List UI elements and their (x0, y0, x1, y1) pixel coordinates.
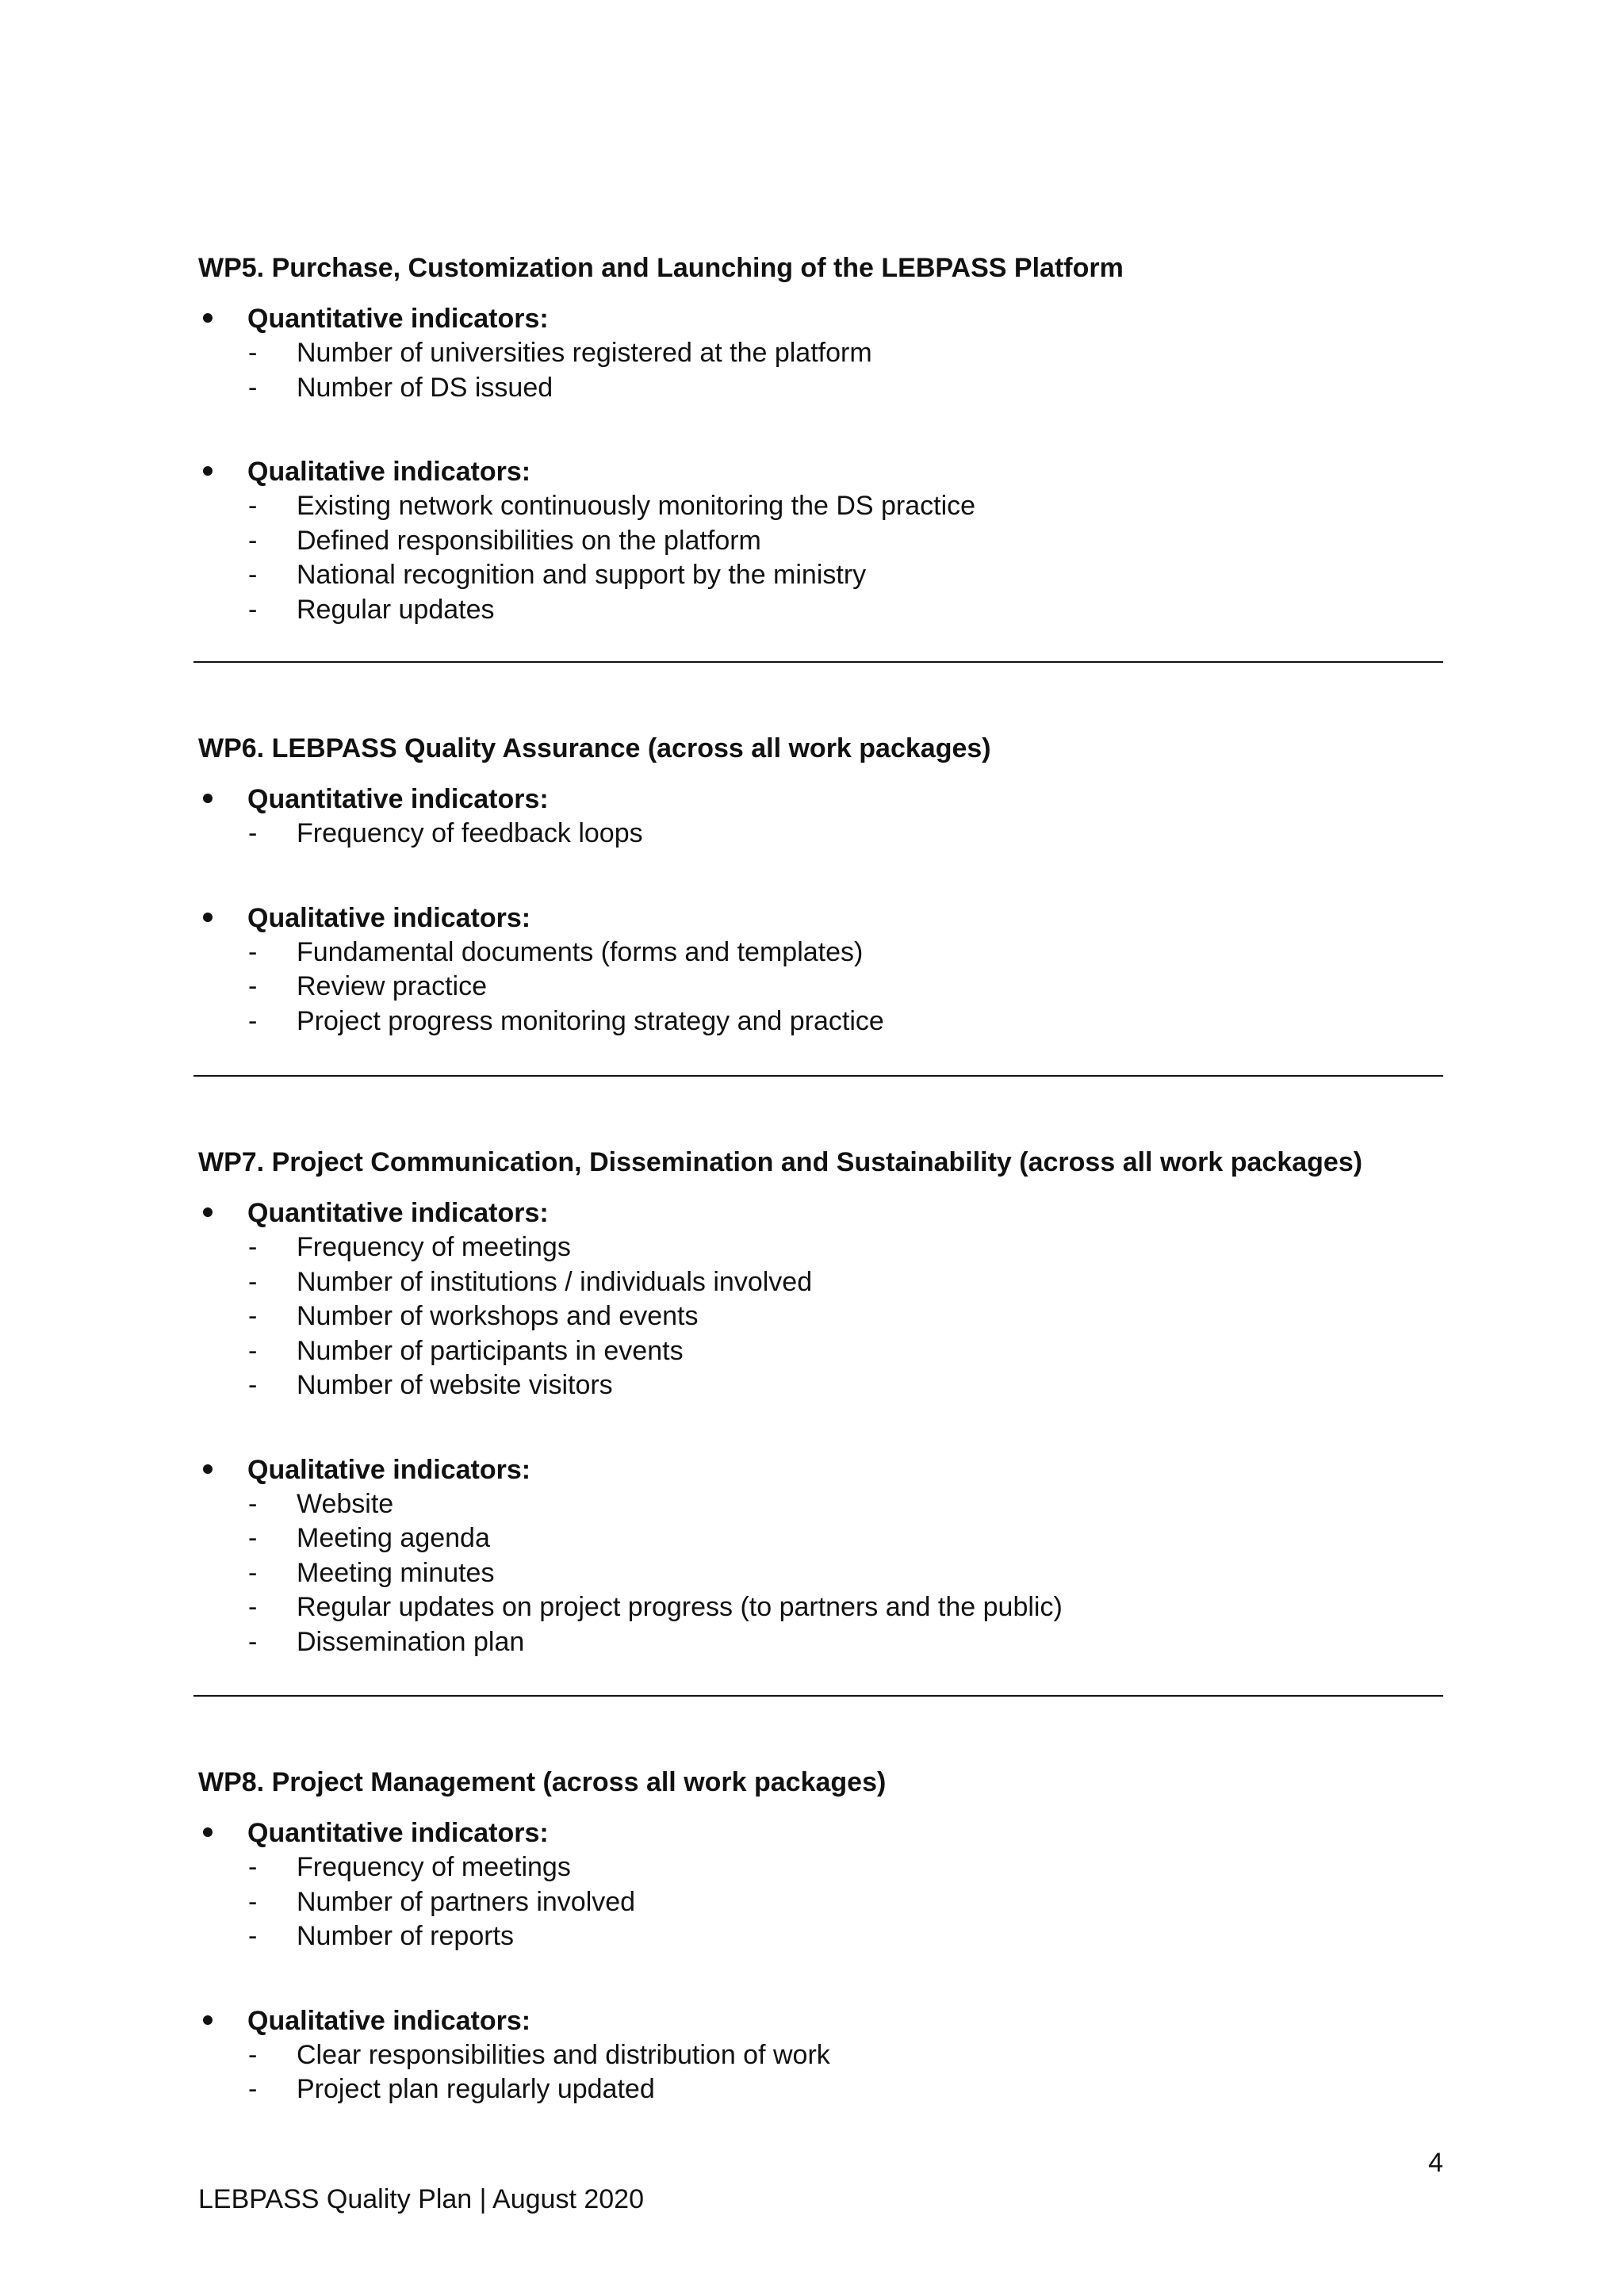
list-item-text: Existing network continuously monitoring the DS practice (297, 491, 976, 521)
dash-icon: - (248, 1921, 258, 1951)
dash-icon: - (248, 1005, 258, 1036)
wp8-quantitative-group (198, 1816, 1435, 1954)
list-item (198, 1368, 1435, 1403)
list-item (198, 936, 1435, 970)
dash-icon: - (248, 1232, 258, 1262)
list-item (198, 336, 1435, 371)
wp7-qualitative-group (198, 1452, 1435, 1660)
list-item-text: Defined responsibilities on the platform (297, 525, 761, 556)
dash-icon: - (248, 491, 258, 521)
list-item (198, 1885, 1435, 1920)
dash-icon: - (248, 936, 258, 967)
list-item-text: Frequency of feedback loops (297, 818, 643, 848)
wp8-quantitative-heading (198, 1816, 1435, 1850)
list-item (198, 1850, 1435, 1885)
section-divider (193, 1075, 1443, 1077)
wp7-title: WP7. Project Communication, Dissemination and Sustainability (across all work packages) (198, 1147, 1363, 1177)
wp7-section (198, 1145, 1435, 1659)
wp8-qualitative-list (198, 2038, 1435, 2107)
list-item-text: Frequency of meetings (297, 1232, 571, 1262)
dash-icon: - (248, 372, 258, 403)
list-item-text: Review practice (297, 971, 487, 1001)
list-item (198, 1521, 1435, 1556)
wp6-title: WP6. LEBPASS Quality Assurance (across all work packages) (198, 733, 991, 763)
list-item-text: Fundamental documents (forms and templates) (297, 936, 864, 967)
dash-icon: - (248, 1592, 258, 1622)
page-footer: LEBPASS Quality Plan | August 2020 (198, 2184, 644, 2214)
section-divider (193, 1695, 1443, 1697)
list-item-text: Number of partners involved (297, 1886, 636, 1917)
list-item (198, 1919, 1435, 1954)
list-item-text: Number of workshops and events (297, 1301, 699, 1331)
dash-icon: - (248, 1335, 258, 1366)
dash-icon: - (248, 1557, 258, 1588)
list-item (198, 1004, 1435, 1039)
dash-icon: - (248, 1370, 258, 1400)
wp5-quantitative-heading-text: Quantitative indicators: (247, 304, 549, 334)
dash-icon: - (248, 560, 258, 590)
list-item (198, 1334, 1435, 1369)
wp6-qualitative-group (198, 901, 1435, 1039)
dash-icon: - (248, 818, 258, 848)
list-item-text: Website (297, 1488, 394, 1519)
wp7-qualitative-heading-text: Qualitative indicators: (247, 1454, 531, 1485)
wp8-section (198, 1765, 1435, 2107)
dash-icon: - (248, 594, 258, 625)
dash-icon: - (248, 1852, 258, 1882)
dash-icon: - (248, 1266, 258, 1297)
wp8-quantitative-heading-text: Quantitative indicators: (247, 1818, 549, 1848)
list-item (198, 1299, 1435, 1334)
list-item-text: Number of website visitors (297, 1370, 613, 1400)
list-item-text: Regular updates (297, 594, 495, 625)
bullet-icon (203, 794, 213, 803)
wp8-qualitative-heading (198, 2003, 1435, 2038)
list-item-text: Number of universities registered at the platform (297, 338, 872, 368)
bullet-icon (203, 1827, 213, 1837)
wp7-quantitative-list (198, 1230, 1435, 1403)
list-item-text: Clear responsibilities and distribution of work (297, 2039, 830, 2070)
wp5-quantitative-list (198, 336, 1435, 405)
wp7-quantitative-heading-text: Quantitative indicators: (247, 1198, 549, 1228)
wp7-qualitative-heading (198, 1452, 1435, 1487)
dash-icon: - (248, 525, 258, 556)
list-item-text: Meeting minutes (297, 1557, 495, 1588)
bullet-icon (203, 1207, 213, 1217)
list-item (198, 1625, 1435, 1660)
list-item-text: National recognition and support by the ministry (297, 560, 867, 590)
wp5-section (198, 251, 1435, 627)
wp6-section (198, 731, 1435, 1039)
list-item-text: Project progress monitoring strategy and practice (297, 1005, 884, 1036)
list-item (198, 593, 1435, 628)
wp6-qualitative-heading (198, 901, 1435, 936)
list-item (198, 1556, 1435, 1591)
list-item-text: Dissemination plan (297, 1626, 525, 1657)
list-item (198, 817, 1435, 851)
list-item (198, 970, 1435, 1004)
bullet-icon (203, 1464, 213, 1474)
dash-icon: - (248, 2074, 258, 2104)
list-item-text: Meeting agenda (297, 1523, 490, 1553)
wp6-qualitative-list (198, 936, 1435, 1039)
wp7-qualitative-list (198, 1487, 1435, 1660)
wp5-qualitative-heading-text: Qualitative indicators: (247, 457, 531, 487)
list-item (198, 1487, 1435, 1522)
list-item (198, 371, 1435, 406)
wp8-qualitative-heading-text: Qualitative indicators: (247, 2005, 531, 2036)
list-item-text: Number of participants in events (297, 1335, 684, 1366)
list-item (198, 1590, 1435, 1625)
bullet-icon (203, 466, 213, 476)
wp7-quantitative-group (198, 1196, 1435, 1403)
list-item-text: Number of institutions / individuals involved (297, 1266, 813, 1297)
wp5-qualitative-group (198, 454, 1435, 627)
list-item-text: Number of DS issued (297, 372, 553, 403)
dash-icon: - (248, 2039, 258, 2070)
dash-icon: - (248, 338, 258, 368)
wp6-quantitative-group (198, 782, 1435, 851)
list-item-text: Number of reports (297, 1921, 514, 1951)
wp8-quantitative-list (198, 1850, 1435, 1954)
list-item (198, 558, 1435, 593)
wp5-title: WP5. Purchase, Customization and Launching of the LEBPASS Platform (198, 253, 1124, 283)
wp6-quantitative-heading-text: Quantitative indicators: (247, 784, 549, 814)
wp8-title: WP8. Project Management (across all work packages) (198, 1767, 887, 1797)
dash-icon: - (248, 1886, 258, 1917)
list-item (198, 489, 1435, 524)
list-item (198, 2038, 1435, 2073)
wp5-qualitative-heading (198, 454, 1435, 489)
wp6-quantitative-list (198, 817, 1435, 851)
wp5-qualitative-list (198, 489, 1435, 627)
wp7-quantitative-heading (198, 1196, 1435, 1230)
bullet-icon (203, 313, 213, 323)
list-item-text: Frequency of meetings (297, 1852, 571, 1882)
wp6-quantitative-heading (198, 782, 1435, 817)
bullet-icon (203, 2015, 213, 2025)
list-item (198, 524, 1435, 559)
list-item-text: Project plan regularly updated (297, 2074, 655, 2104)
dash-icon: - (248, 971, 258, 1001)
dash-icon: - (248, 1488, 258, 1519)
list-item (198, 1230, 1435, 1265)
page-number: 4 (1428, 2148, 1443, 2178)
wp8-qualitative-group (198, 2003, 1435, 2107)
dash-icon: - (248, 1301, 258, 1331)
wp5-quantitative-group (198, 301, 1435, 405)
dash-icon: - (248, 1626, 258, 1657)
wp5-quantitative-heading (198, 301, 1435, 336)
list-item-text: Regular updates on project progress (to partners and the public) (297, 1592, 1063, 1622)
bullet-icon (203, 913, 213, 922)
list-item (198, 2072, 1435, 2107)
section-divider (193, 661, 1443, 663)
dash-icon: - (248, 1523, 258, 1553)
wp6-qualitative-heading-text: Qualitative indicators: (247, 902, 531, 933)
list-item (198, 1265, 1435, 1300)
